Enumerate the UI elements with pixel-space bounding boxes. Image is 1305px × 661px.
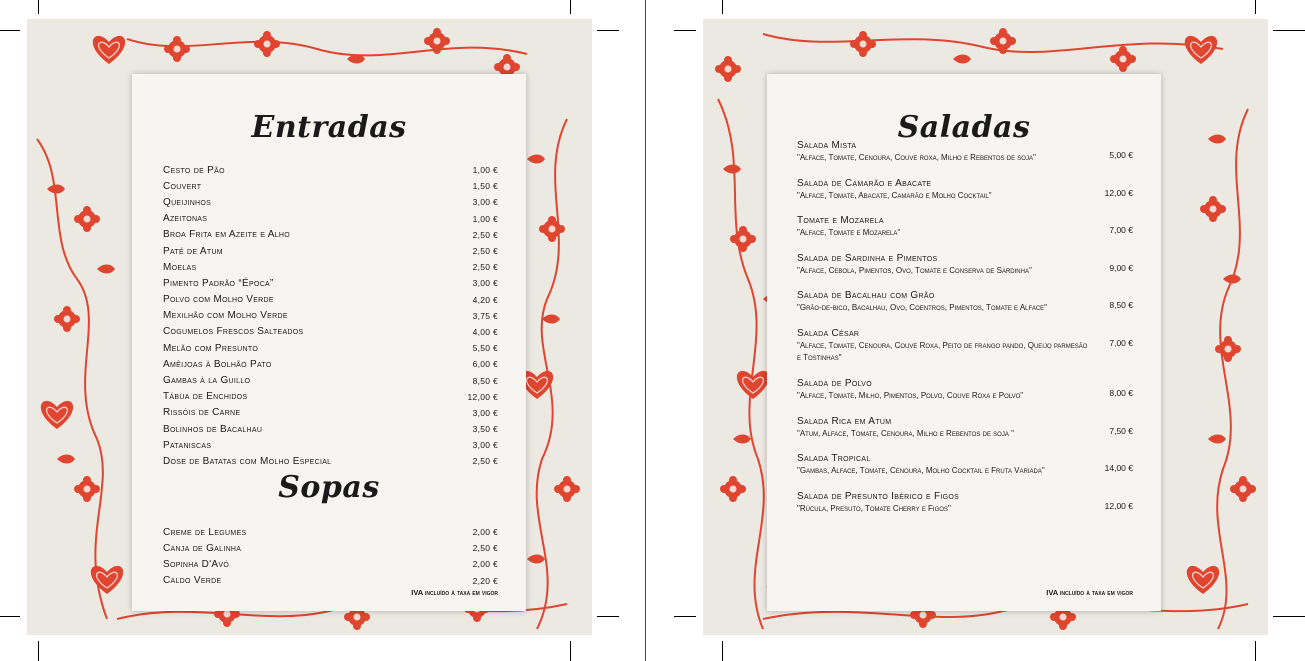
salad-description: "Gambas, Alface, Tomate, Cenoura, Molho Cocktail e Fruta Variada"	[797, 466, 1045, 476]
salad-item	[797, 490, 1133, 528]
crop-mark	[38, 641, 39, 661]
menu-item-price: 12,00 €	[467, 391, 498, 402]
menu-item-name: Paté de Atum	[163, 245, 223, 257]
menu-item-price: 3,50 €	[472, 424, 498, 435]
menu-item-name: Queijinhos	[163, 196, 212, 208]
salad-name: Tomate e Mozarela	[797, 215, 884, 227]
salad-price: 9,00 €	[1109, 262, 1133, 273]
salad-description: "Rúcula, Presuto, Tomate Cherry e Figos"	[797, 503, 951, 513]
menu-item-row	[163, 259, 498, 275]
salad-price: 7,00 €	[1109, 337, 1133, 348]
salad-item	[797, 452, 1133, 490]
menu-page-left	[27, 19, 592, 635]
menu-item-price: 2,50 €	[472, 229, 498, 240]
menu-item-row	[163, 437, 498, 453]
salad-item	[797, 327, 1133, 377]
menu-item-row	[163, 211, 498, 227]
crop-mark	[570, 641, 571, 661]
crop-mark	[722, 641, 723, 661]
menu-item-row	[163, 292, 498, 308]
crop-mark	[38, 0, 39, 14]
crop-mark	[1255, 0, 1256, 14]
entradas-list	[163, 162, 498, 470]
salad-item	[797, 177, 1133, 215]
crop-mark	[0, 616, 20, 617]
menu-item-name: Tábua de Enchidos	[163, 391, 248, 403]
menu-item-row	[163, 573, 498, 589]
menu-item-row	[163, 178, 498, 194]
menu-item-price: 2,20 €	[472, 575, 498, 586]
menu-item-name: Moelas	[163, 261, 197, 273]
menu-item-name: Melão com Presunto	[163, 342, 259, 354]
salad-name: Salada Mista	[797, 140, 857, 151]
menu-item-row	[163, 389, 498, 405]
saladas-list	[797, 139, 1133, 527]
salad-name: Salada de Presunto Ibérico e Figos	[797, 490, 960, 502]
menu-item-price: 3,75 €	[472, 310, 498, 321]
salad-name: Salada Tropical	[797, 453, 871, 465]
iva-note: IVA incluído à taxa em vigor	[1046, 588, 1133, 597]
salad-item	[797, 139, 1133, 177]
section-title-sopas: Sopas	[278, 470, 380, 505]
salad-item	[797, 289, 1133, 327]
salad-price: 12,00 €	[1104, 187, 1133, 198]
sopas-list	[163, 524, 498, 589]
menu-item-row	[163, 275, 498, 291]
salad-price: 5,00 €	[1109, 150, 1133, 160]
menu-item-name: Caldo Verde	[163, 575, 222, 587]
salad-description: "Atum, Alface, Tomate, Cenoura, Milho e Rebentos de soja "	[797, 428, 1014, 438]
menu-item-price: 2,50 €	[472, 456, 498, 467]
menu-item-row	[163, 421, 498, 437]
salad-name: Salada Rica em Atum	[797, 415, 892, 427]
menu-item-name: Pimento Padrão “Época”	[163, 277, 274, 289]
menu-item-price: 5,50 €	[472, 343, 498, 354]
crop-mark	[674, 30, 696, 31]
menu-item-name: Sopinha D'Avó	[163, 558, 230, 570]
menu-item-name: Canja de Galinha	[163, 542, 242, 554]
salad-item	[797, 252, 1133, 290]
menu-item-name: Dose de Batatas com Molho Especial	[163, 455, 332, 467]
menu-item-price: 8,50 €	[472, 375, 498, 386]
menu-item-price: 2,50 €	[472, 262, 498, 273]
salad-description: "Alface, Tomate, Abacate, Camarão e Molho Cocktail"	[797, 190, 992, 200]
salad-description: "Grão-de-bico, Bacalhau, Ovo, Coentros, Pimentos, Tomate e Alface"	[797, 303, 1048, 313]
menu-item-price: 3,00 €	[472, 278, 498, 289]
salad-name: Salada César	[797, 327, 860, 339]
crop-mark	[597, 616, 619, 617]
menu-item-name: Mexilhão com Molho Verde	[163, 310, 288, 322]
menu-item-name: Amêijoas à Bolhão Pato	[163, 358, 272, 370]
menu-item-row	[163, 308, 498, 324]
menu-page-right	[703, 19, 1268, 635]
salad-price: 8,00 €	[1109, 387, 1133, 398]
section-title-saladas: Saladas	[897, 110, 1031, 145]
menu-item-row	[163, 356, 498, 372]
menu-item-price: 2,00 €	[472, 559, 498, 570]
menu-item-row	[163, 405, 498, 421]
menu-item-price: 1,00 €	[472, 165, 498, 176]
menu-item-row	[163, 243, 498, 259]
salad-price: 14,00 €	[1104, 463, 1133, 474]
menu-item-price: 2,50 €	[472, 246, 498, 257]
salad-name: Salada de Camarão e Abacate	[797, 177, 932, 189]
salad-price: 12,00 €	[1104, 500, 1133, 511]
salad-item	[797, 377, 1133, 415]
crop-mark	[570, 0, 571, 14]
menu-item-price: 3,00 €	[472, 407, 498, 418]
salad-price: 7,00 €	[1109, 225, 1133, 236]
menu-item-row	[163, 524, 498, 540]
menu-item-row	[163, 556, 498, 572]
menu-item-row	[163, 340, 498, 356]
salad-name: Salada de Bacalhau com Grão	[797, 290, 935, 302]
menu-item-price: 4,20 €	[472, 294, 498, 305]
menu-item-row	[163, 540, 498, 556]
iva-note: IVA incluído à taxa em vigor	[411, 588, 498, 597]
page-spine	[645, 0, 646, 661]
salad-description: "Alface, Cebola, Pimentos, Ovo, Tomate e Conserva de Sardinha"	[797, 265, 1032, 275]
menu-item-price: 2,00 €	[472, 527, 498, 538]
menu-item-name: Creme de Legumes	[163, 526, 247, 538]
crop-mark	[674, 616, 696, 617]
menu-item-name: Polvo com Molho Verde	[163, 294, 274, 306]
menu-item-price: 6,00 €	[472, 359, 498, 370]
menu-item-price: 2,50 €	[472, 543, 498, 554]
crop-mark	[1273, 616, 1305, 617]
crop-mark	[1273, 30, 1305, 31]
salad-name: Salada de Polvo	[797, 377, 873, 389]
menu-item-name: Bolinhos de Bacalhau	[163, 423, 263, 435]
menu-item-row	[163, 227, 498, 243]
crop-mark	[597, 30, 619, 31]
salad-description: "Alface, Tomate, Milho, Pimentos, Polvo, Couve Roxa e Polvo"	[797, 390, 1024, 400]
menu-item-row	[163, 194, 498, 210]
menu-item-name: Broa Frita em Azeite e Alho	[163, 229, 290, 241]
section-title-entradas: Entradas	[251, 110, 407, 145]
menu-item-price: 4,00 €	[472, 326, 498, 337]
salad-description: "Alface, Tomate, Cenoura, Couve Roxa, Peito de frango pando, Queijo parmesão e Tostinhas"	[797, 340, 1088, 362]
menu-item-price: 3,00 €	[472, 197, 498, 208]
menu-item-name: Gambas à la Guillo	[163, 375, 251, 387]
menu-item-row	[163, 324, 498, 340]
salad-description: "Alface, Tomate, Cenoura, Couve roxa, Milho e Rebentos de soja"	[797, 153, 1036, 162]
menu-item-price: 3,00 €	[472, 440, 498, 451]
menu-item-price: 1,50 €	[472, 181, 498, 192]
menu-item-name: Azeitonas	[163, 213, 208, 225]
salad-price: 8,50 €	[1109, 300, 1133, 311]
salad-item	[797, 415, 1133, 453]
menu-card-saladas	[767, 74, 1161, 611]
salad-description: "Alface, Tomate e Mozarela"	[797, 228, 901, 238]
crop-mark	[722, 0, 723, 14]
menu-item-price: 1,00 €	[472, 213, 498, 224]
menu-item-name: Couvert	[163, 180, 202, 192]
salad-name: Salada de Sardinha e Pimentos	[797, 252, 938, 264]
salad-price: 7,50 €	[1109, 425, 1133, 436]
salad-item	[797, 214, 1133, 252]
crop-mark	[0, 30, 20, 31]
menu-item-name: Pataniscas	[163, 439, 212, 451]
menu-item-row	[163, 162, 498, 178]
menu-item-name: Cesto de Pão	[163, 164, 225, 176]
crop-mark	[1255, 641, 1256, 661]
menu-card-entradas-sopas	[132, 74, 526, 611]
menu-item-name: Cogumelos Frescos Salteados	[163, 326, 304, 338]
menu-item-row	[163, 372, 498, 388]
menu-item-row	[163, 453, 498, 469]
menu-item-name: Rissóis de Carne	[163, 407, 241, 419]
